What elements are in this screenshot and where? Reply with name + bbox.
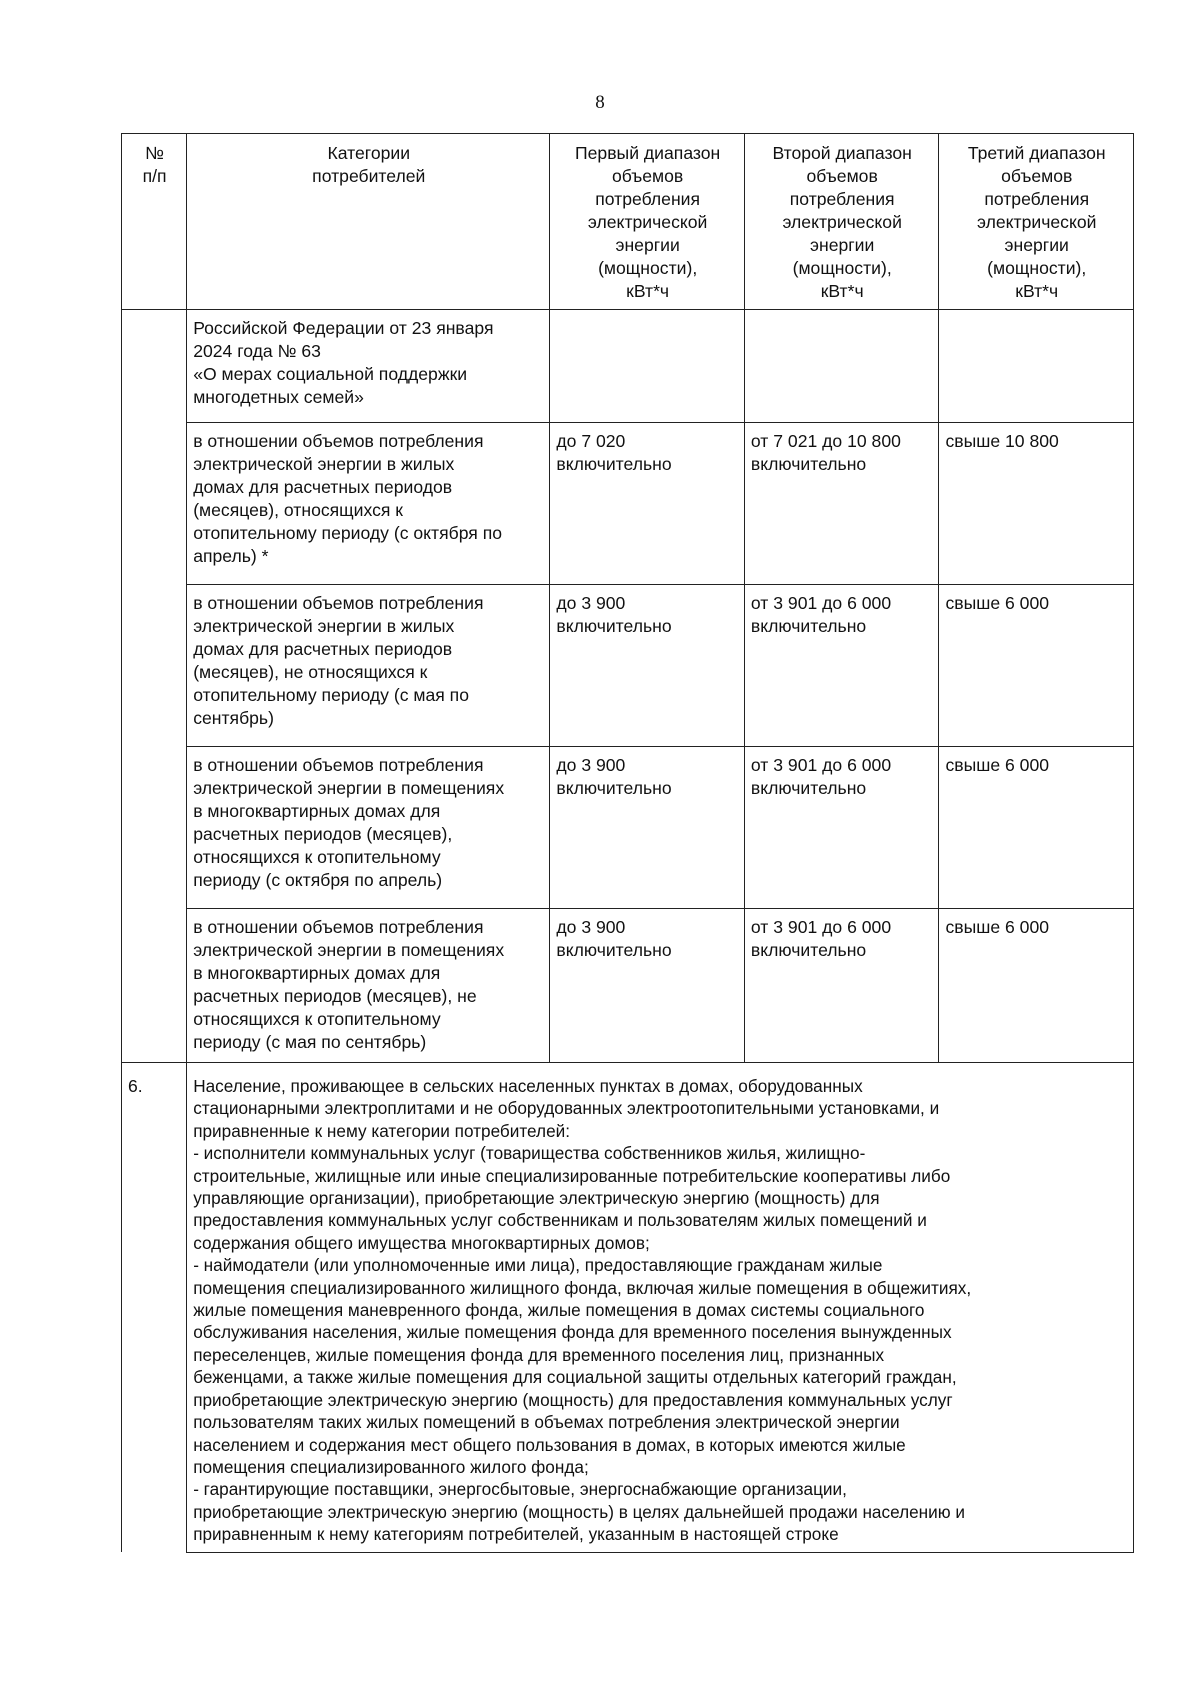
first-range-cell: до 3 900 включительно bbox=[550, 585, 745, 747]
third-range-cell: свыше 10 800 bbox=[939, 423, 1134, 585]
first-range-cell: до 3 900 включительно bbox=[550, 909, 745, 1063]
table-row bbox=[122, 423, 1134, 585]
category-cell: в отношении объемов потребления электрической энергии в помещениях в многоквартирных домах для расчетных периодов (месяцев), не относящихся к отопительному периоду (с мая по сентябрь) bbox=[187, 909, 550, 1063]
table-header-row bbox=[122, 134, 1134, 310]
table-row bbox=[122, 585, 1134, 747]
second-range-cell: от 3 901 до 6 000 включительно bbox=[744, 909, 939, 1063]
tariff-table bbox=[121, 133, 1134, 1553]
first-range-cell bbox=[550, 310, 745, 423]
header-third-range: Третий диапазон объемов потребления электрической энергии (мощности), кВт*ч bbox=[939, 134, 1134, 310]
page-number: 8 bbox=[595, 92, 605, 113]
header-first-range: Первый диапазон объемов потребления электрической энергии (мощности), кВт*ч bbox=[550, 134, 745, 310]
category-cell: в отношении объемов потребления электрической энергии в помещениях в многоквартирных домах для расчетных периодов (месяцев), относящихся к отопительному периоду (с октября по апрель) bbox=[187, 747, 550, 909]
table-row bbox=[122, 909, 1134, 1063]
category-cell: Российской Федерации от 23 января 2024 года № 63 «О мерах социальной поддержки многодетных семей» bbox=[187, 310, 550, 423]
row-6-description: Население, проживающее в сельских населенных пунктах в домах, оборудованных стационарными электроплитами и не оборудованных электроотопительными установками, и приравненные к нему категории потребителей: - исполнители коммунальных услуг (товарищества собственников жилья, жилищно- строительные, жилищные или иные специализированные потребительские кооперативы либо управляющие организации), приобретающие электрическую энергию (мощность) для предоставления коммунальных услуг собственникам и пользователям жилых помещений и содержания общего имущества многоквартирных домов; - наймодатели (или уполномоченные ими лица), предоставляющие гражданам жилые помещения специализированного жилищного фонда, включая жилые помещения в общежитиях, жилые помещения маневренного фонда, жилые помещения в домах системы социального обслуживания населения, жилые помещения фонда для временного поселения вынужденных переселенцев, жилые помещения фонда для временного поселения лиц, признанных беженцами, а также жилые помещения для социальной защиты отдельных категорий граждан, приобретающие электрическую энергию (мощность) для предоставления коммунальных услуг пользователям таких жилых помещений в объемах потребления электрической энергии населением и содержания мест общего пользования в домах, в которых имеются жилые помещения специализированного жилого фонда; - гарантирующие поставщики, энергосбытовые, энергоснабжающие организации, приобретающие электрическую энергию (мощность) в целях дальнейшей продажи населению и приравненным к нему категориям потребителей, указанным в настоящей строке bbox=[187, 1063, 1134, 1553]
table-row bbox=[122, 747, 1134, 909]
second-range-cell: от 7 021 до 10 800 включительно bbox=[744, 423, 939, 585]
table-row-6 bbox=[122, 1063, 1134, 1553]
category-cell: в отношении объемов потребления электрической энергии в жилых домах для расчетных периодов (месяцев), относящихся к отопительному периоду (с октября по апрель) * bbox=[187, 423, 550, 585]
third-range-cell: свыше 6 000 bbox=[939, 747, 1134, 909]
category-cell: в отношении объемов потребления электрической энергии в жилых домах для расчетных периодов (месяцев), не относящихся к отопительному периоду (с мая по сентябрь) bbox=[187, 585, 550, 747]
number-cell bbox=[122, 310, 187, 1063]
first-range-cell: до 7 020 включительно bbox=[550, 423, 745, 585]
second-range-cell bbox=[744, 310, 939, 423]
third-range-cell bbox=[939, 310, 1134, 423]
first-range-cell: до 3 900 включительно bbox=[550, 747, 745, 909]
second-range-cell: от 3 901 до 6 000 включительно bbox=[744, 585, 939, 747]
header-second-range: Второй диапазон объемов потребления электрической энергии (мощности), кВт*ч bbox=[744, 134, 939, 310]
third-range-cell: свыше 6 000 bbox=[939, 909, 1134, 1063]
table-row bbox=[122, 310, 1134, 423]
header-number: № п/п bbox=[122, 134, 187, 310]
third-range-cell: свыше 6 000 bbox=[939, 585, 1134, 747]
row-number: 6. bbox=[122, 1063, 187, 1553]
header-category: Категории потребителей bbox=[187, 134, 550, 310]
second-range-cell: от 3 901 до 6 000 включительно bbox=[744, 747, 939, 909]
